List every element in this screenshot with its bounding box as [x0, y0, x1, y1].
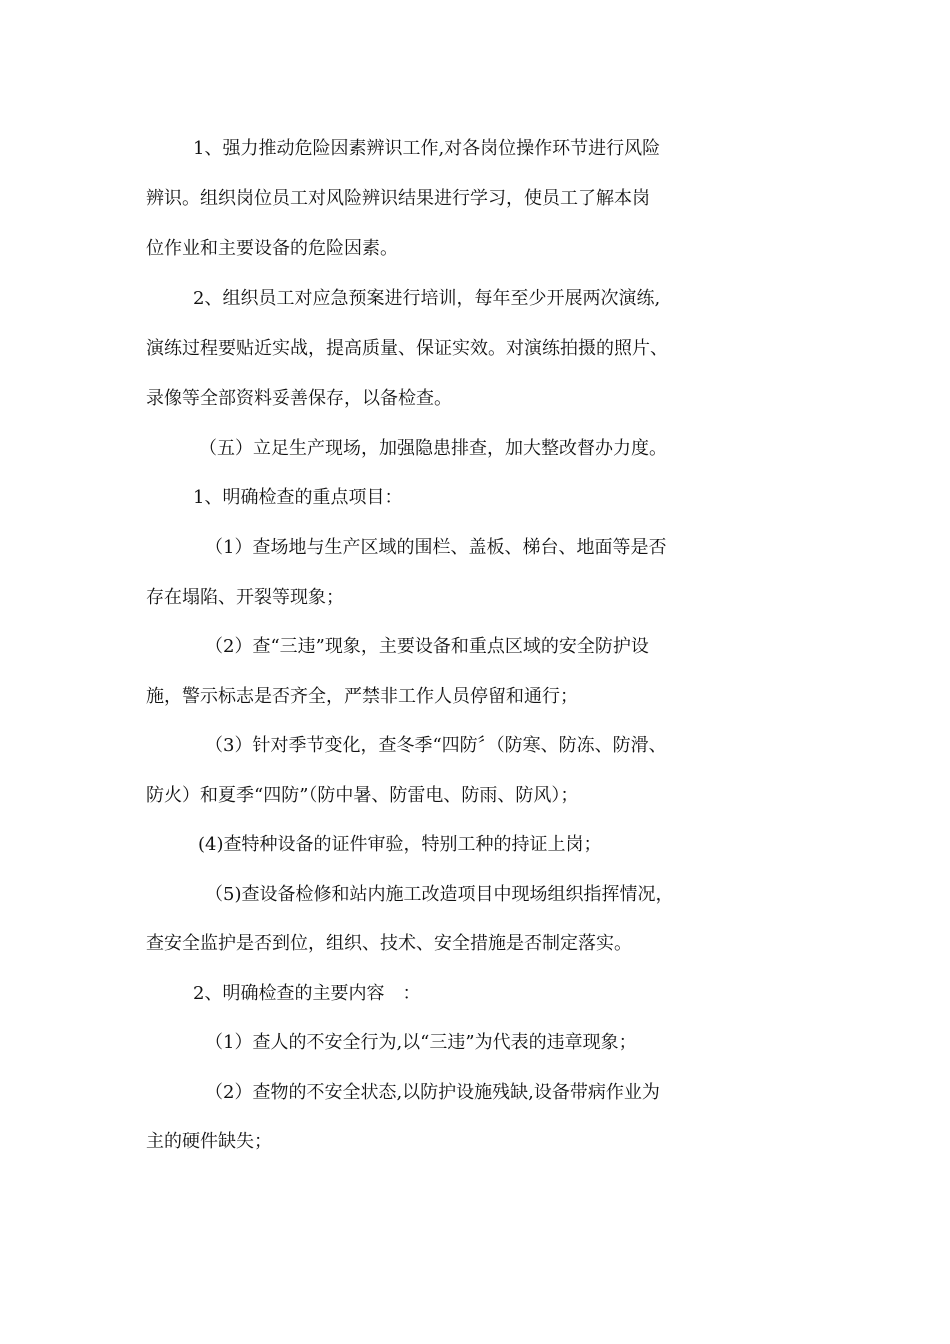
- text-line: 2、组织员工对应急预案进行培训，每年至少开展两次演练,: [193, 288, 661, 309]
- text-line: （2）查“三违”现象，主要设备和重点区域的安全防护设: [205, 636, 649, 657]
- text-line: 1、明确检查的重点项目：: [193, 487, 403, 508]
- text-line: 查安全监护是否到位，组织、技术、安全措施是否制定落实。: [146, 933, 632, 954]
- text-line: 施，警示标志是否齐全，严禁非工作人员停留和通行；: [146, 686, 578, 707]
- text-line: （5)查设备检修和站内施工改造项目中现场组织指挥情况，: [205, 884, 674, 905]
- text-line: 1、强力推动危险因素辨识工作,对各岗位操作环节进行风险: [193, 138, 661, 159]
- text-line: 录像等全部资料妥善保存，以备检查。: [146, 388, 452, 409]
- text-line: 存在塌陷、开裂等现象；: [146, 587, 344, 608]
- text-line: （1）查场地与生产区域的围栏、盖板、梯台、地面等是否: [205, 537, 667, 558]
- text-line: 2、明确检查的主要内容 ：: [193, 983, 421, 1004]
- text-line: 演练过程要贴近实战，提高质量、保证实效。对演练拍摄的照片、: [146, 338, 668, 359]
- text-line: (4)查特种设备的证件审验，特别工种的持证上岗；: [198, 834, 602, 855]
- text-line: 辨识。组织岗位员工对风险辨识结果进行学习，使员工了解本岗: [146, 188, 650, 209]
- text-line: 防火）和夏季“四防”（防中暑、防雷电、防雨、防风）；: [146, 785, 579, 806]
- text-line: （3）针对季节变化，查冬季“四防〞（防寒、防冻、防滑、: [205, 735, 667, 756]
- text-line: （2）查物的不安全状态,以防护设施残缺,设备带病作业为: [205, 1082, 660, 1103]
- text-line: 位作业和主要设备的危险因素。: [146, 238, 398, 259]
- text-line: （五）立足生产现场，加强隐患排查，加大整改督办力度。: [199, 438, 667, 459]
- text-line: （1）查人的不安全行为,以“三违”为代表的违章现象；: [205, 1032, 637, 1053]
- text-line: 主的硬件缺失；: [146, 1131, 272, 1152]
